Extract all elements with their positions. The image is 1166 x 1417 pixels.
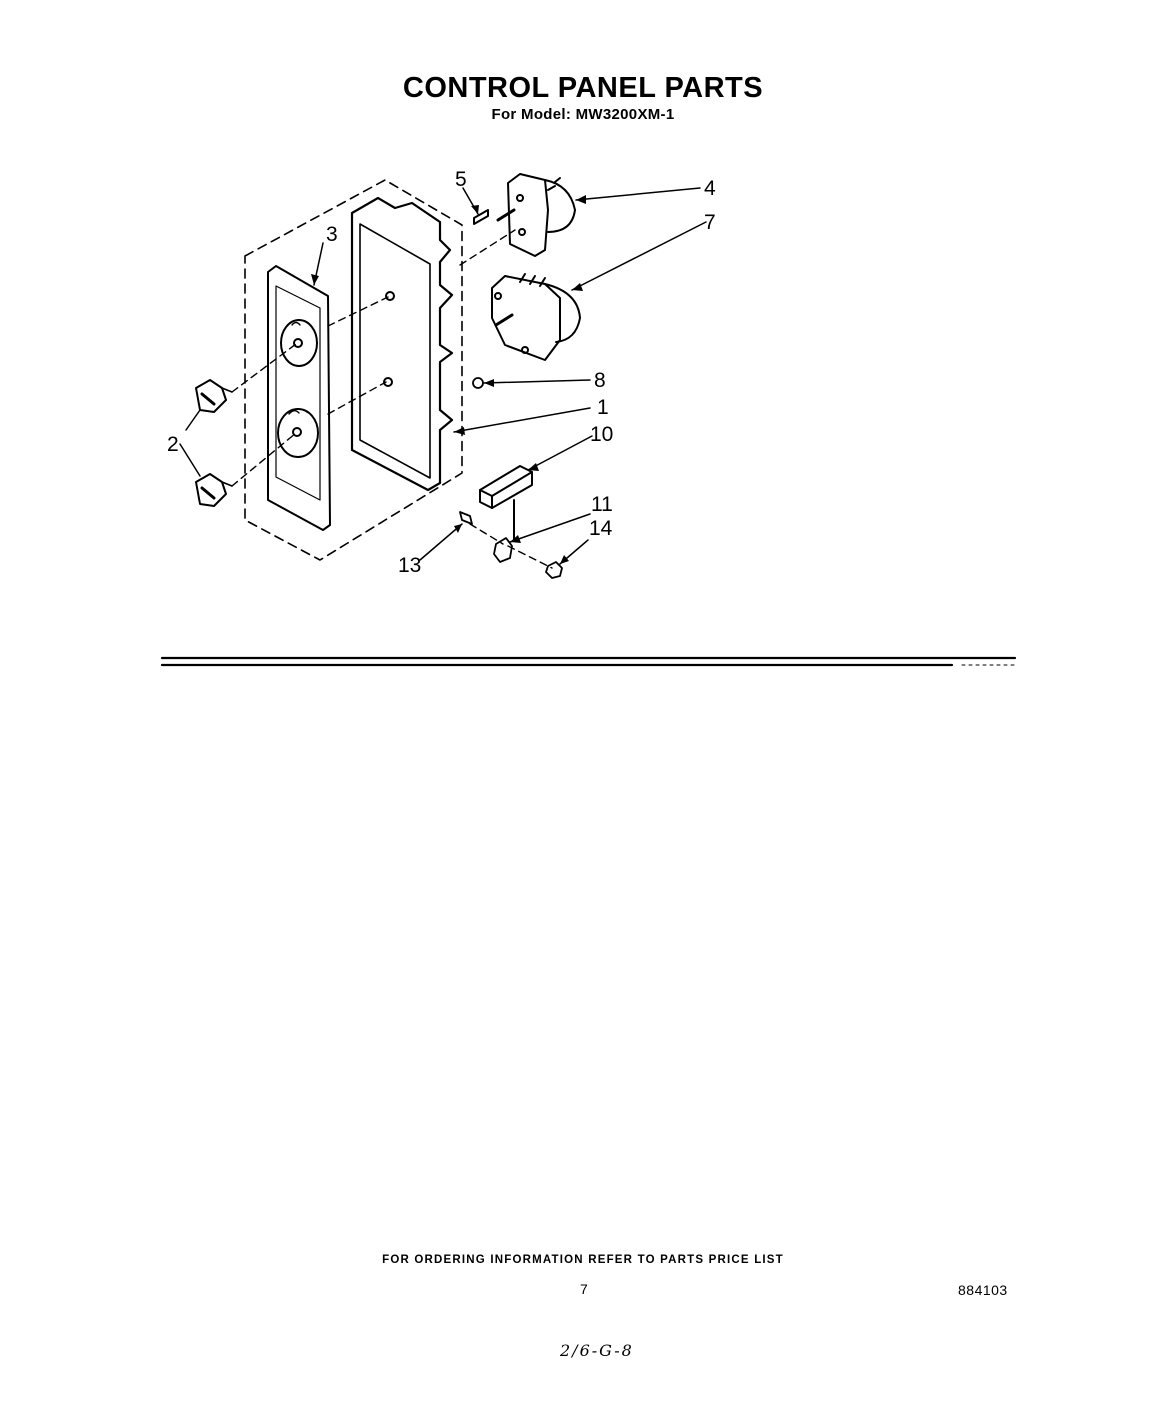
separator-rules [162, 658, 1015, 665]
document-number: 884103 [958, 1282, 1008, 1298]
timer-switch-upper [498, 174, 575, 256]
page-title: CONTROL PANEL PARTS [402, 72, 764, 104]
exploded-parts-diagram [0, 0, 1166, 700]
page-number: 7 [580, 1281, 588, 1297]
alignment-lines [232, 230, 552, 568]
callout-2: 2 [167, 433, 179, 456]
callout-14: 14 [589, 517, 613, 540]
selector-switch-lower [492, 274, 580, 360]
front-panel-overlay [268, 266, 330, 530]
knob-lower [196, 474, 232, 506]
callout-1: 1 [597, 396, 609, 419]
model-subtitle: For Model: MW3200XM-1 [491, 106, 675, 123]
handwritten-note: 2/6-G-8 [560, 1341, 634, 1360]
bracket-part10 [480, 466, 532, 540]
nut-part8 [473, 378, 483, 388]
control-panel-frame [352, 198, 452, 490]
callout-3: 3 [326, 223, 338, 246]
callout-4: 4 [704, 177, 716, 200]
clip-part11 [494, 538, 512, 562]
callout-13: 13 [398, 554, 422, 577]
screw-part13 [460, 512, 472, 524]
callout-10: 10 [590, 423, 614, 446]
callout-7: 7 [704, 211, 716, 234]
callout-8: 8 [594, 369, 606, 392]
knob-upper [196, 380, 232, 412]
callout-5: 5 [455, 168, 467, 191]
callout-11: 11 [591, 493, 613, 516]
ordering-info-note: FOR ORDERING INFORMATION REFER TO PARTS PRICE LIST [382, 1254, 784, 1266]
